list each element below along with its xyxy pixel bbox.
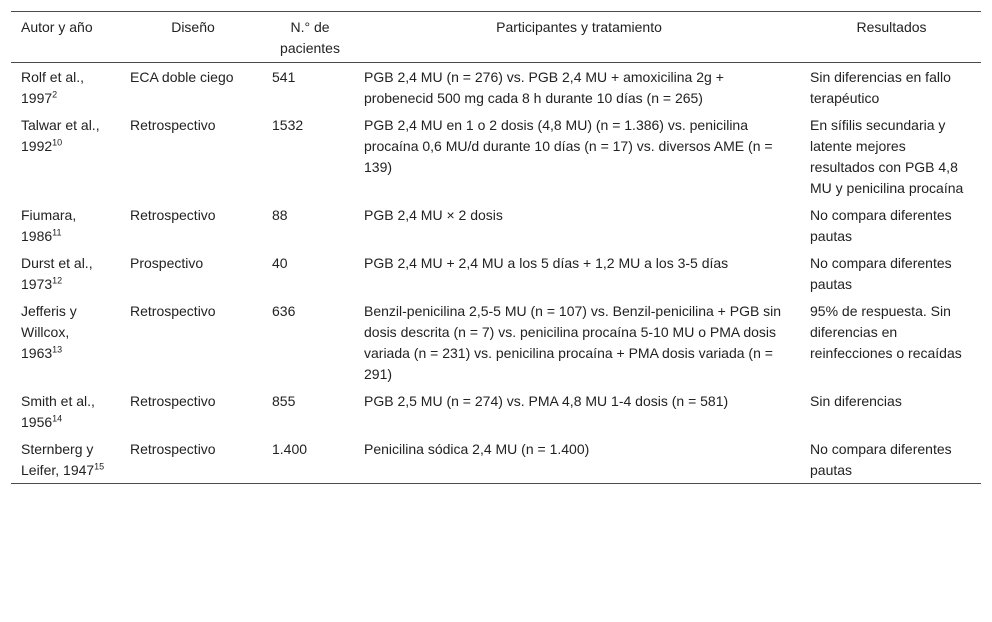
cell-participantes: PGB 2,4 MU (n = 276) vs. PGB 2,4 MU + amoxicilina 2g + probenecid 500 mg cada 8 h durante 10 días (n = 265) (364, 69, 724, 106)
header-n-pacientes: N.° de pacientes (280, 19, 340, 56)
cell-participantes: PGB 2,4 MU en 1 o 2 dosis (4,8 MU) (n = 1.386) vs. penicilina procaína 0,6 MU/d durante 10 días (n = 17) vs. diversos AME (n = 139) (364, 117, 773, 175)
cell-n-pacientes: 1.400 (272, 441, 308, 457)
reference-superscript: 14 (52, 413, 63, 424)
table-row (11, 111, 981, 201)
autor-text: Talwar et al., 1992 (21, 117, 100, 154)
table-row (11, 249, 981, 297)
table-row (11, 201, 981, 249)
header-row (11, 12, 981, 63)
autor-text: Smith et al., 1956 (21, 393, 95, 430)
cell-resultados: No compara diferentes pautas (810, 207, 952, 244)
header-diseno: Diseño (171, 19, 215, 35)
reference-superscript: 12 (52, 275, 63, 286)
cell-diseno: Retrospectivo (130, 393, 216, 409)
autor-text: Sternberg y Leifer, 1947 (21, 441, 95, 478)
header-participantes: Participantes y tratamiento (496, 19, 662, 35)
cell-autor (11, 387, 122, 435)
cell-participantes: PGB 2,4 MU + 2,4 MU a los 5 días + 1,2 MU a los 3-5 días (364, 255, 729, 271)
table-row (11, 435, 981, 484)
cell-resultados: 95% de respuesta. Sin diferencias en reinfecciones o recaídas (810, 303, 962, 361)
reference-superscript: 11 (52, 227, 62, 238)
cell-participantes: PGB 2,4 MU × 2 dosis (364, 207, 503, 223)
cell-resultados: No compara diferentes pautas (810, 441, 952, 478)
cell-autor (11, 249, 122, 297)
cell-n-pacientes: 40 (272, 255, 288, 271)
cell-diseno: Retrospectivo (130, 207, 216, 223)
autor-text: Jefferis y Willcox, 1963 (21, 303, 77, 361)
cell-n-pacientes: 855 (272, 393, 296, 409)
cell-autor (11, 297, 122, 387)
cell-autor (11, 111, 122, 201)
header-autor: Autor y año (21, 19, 93, 35)
cell-autor (11, 63, 122, 112)
cell-n-pacientes: 1532 (272, 117, 304, 133)
cell-autor (11, 201, 122, 249)
cell-diseno: Retrospectivo (130, 303, 216, 319)
cell-resultados: En sífilis secundaria y latente mejores resultados con PGB 4,8 MU y penicilina procaína (810, 117, 964, 196)
autor-text: Fiumara, 1986 (21, 207, 77, 244)
cell-resultados: No compara diferentes pautas (810, 255, 952, 292)
autor-text: Durst et al., 1973 (21, 255, 93, 292)
header-resultados: Resultados (856, 19, 927, 35)
cell-n-pacientes: 636 (272, 303, 296, 319)
cell-participantes: Penicilina sódica 2,4 MU (n = 1.400) (364, 441, 590, 457)
reference-superscript: 10 (52, 137, 63, 148)
table-row (11, 63, 981, 112)
cell-n-pacientes: 88 (272, 207, 288, 223)
autor-text: Rolf et al., 1997 (21, 69, 85, 106)
studies-table (11, 11, 981, 484)
cell-diseno: Retrospectivo (130, 441, 216, 457)
table-row (11, 387, 981, 435)
reference-superscript: 2 (52, 89, 58, 100)
cell-resultados: Sin diferencias (810, 393, 902, 409)
reference-superscript: 15 (94, 461, 105, 472)
reference-superscript: 13 (52, 344, 63, 355)
table-row (11, 297, 981, 387)
cell-participantes: PGB 2,5 MU (n = 274) vs. PMA 4,8 MU 1-4 dosis (n = 581) (364, 393, 729, 409)
cell-n-pacientes: 541 (272, 69, 296, 85)
cell-resultados: Sin diferencias en fallo terapéutico (810, 69, 951, 106)
cell-diseno: Retrospectivo (130, 117, 216, 133)
table-header (11, 12, 981, 63)
cell-autor (11, 435, 122, 484)
cell-participantes: Benzil-penicilina 2,5-5 MU (n = 107) vs. Benzil-penicilina + PGB sin dosis descrita (n = 7) vs. penicilina procaína 5-10 MU o PMA dosis variada (n = 231) vs. penicilina procaína + PMA dosis variada (n = 291) (364, 303, 782, 382)
table-body (11, 63, 981, 484)
cell-diseno: ECA doble ciego (130, 69, 234, 85)
cell-diseno: Prospectivo (130, 255, 204, 271)
